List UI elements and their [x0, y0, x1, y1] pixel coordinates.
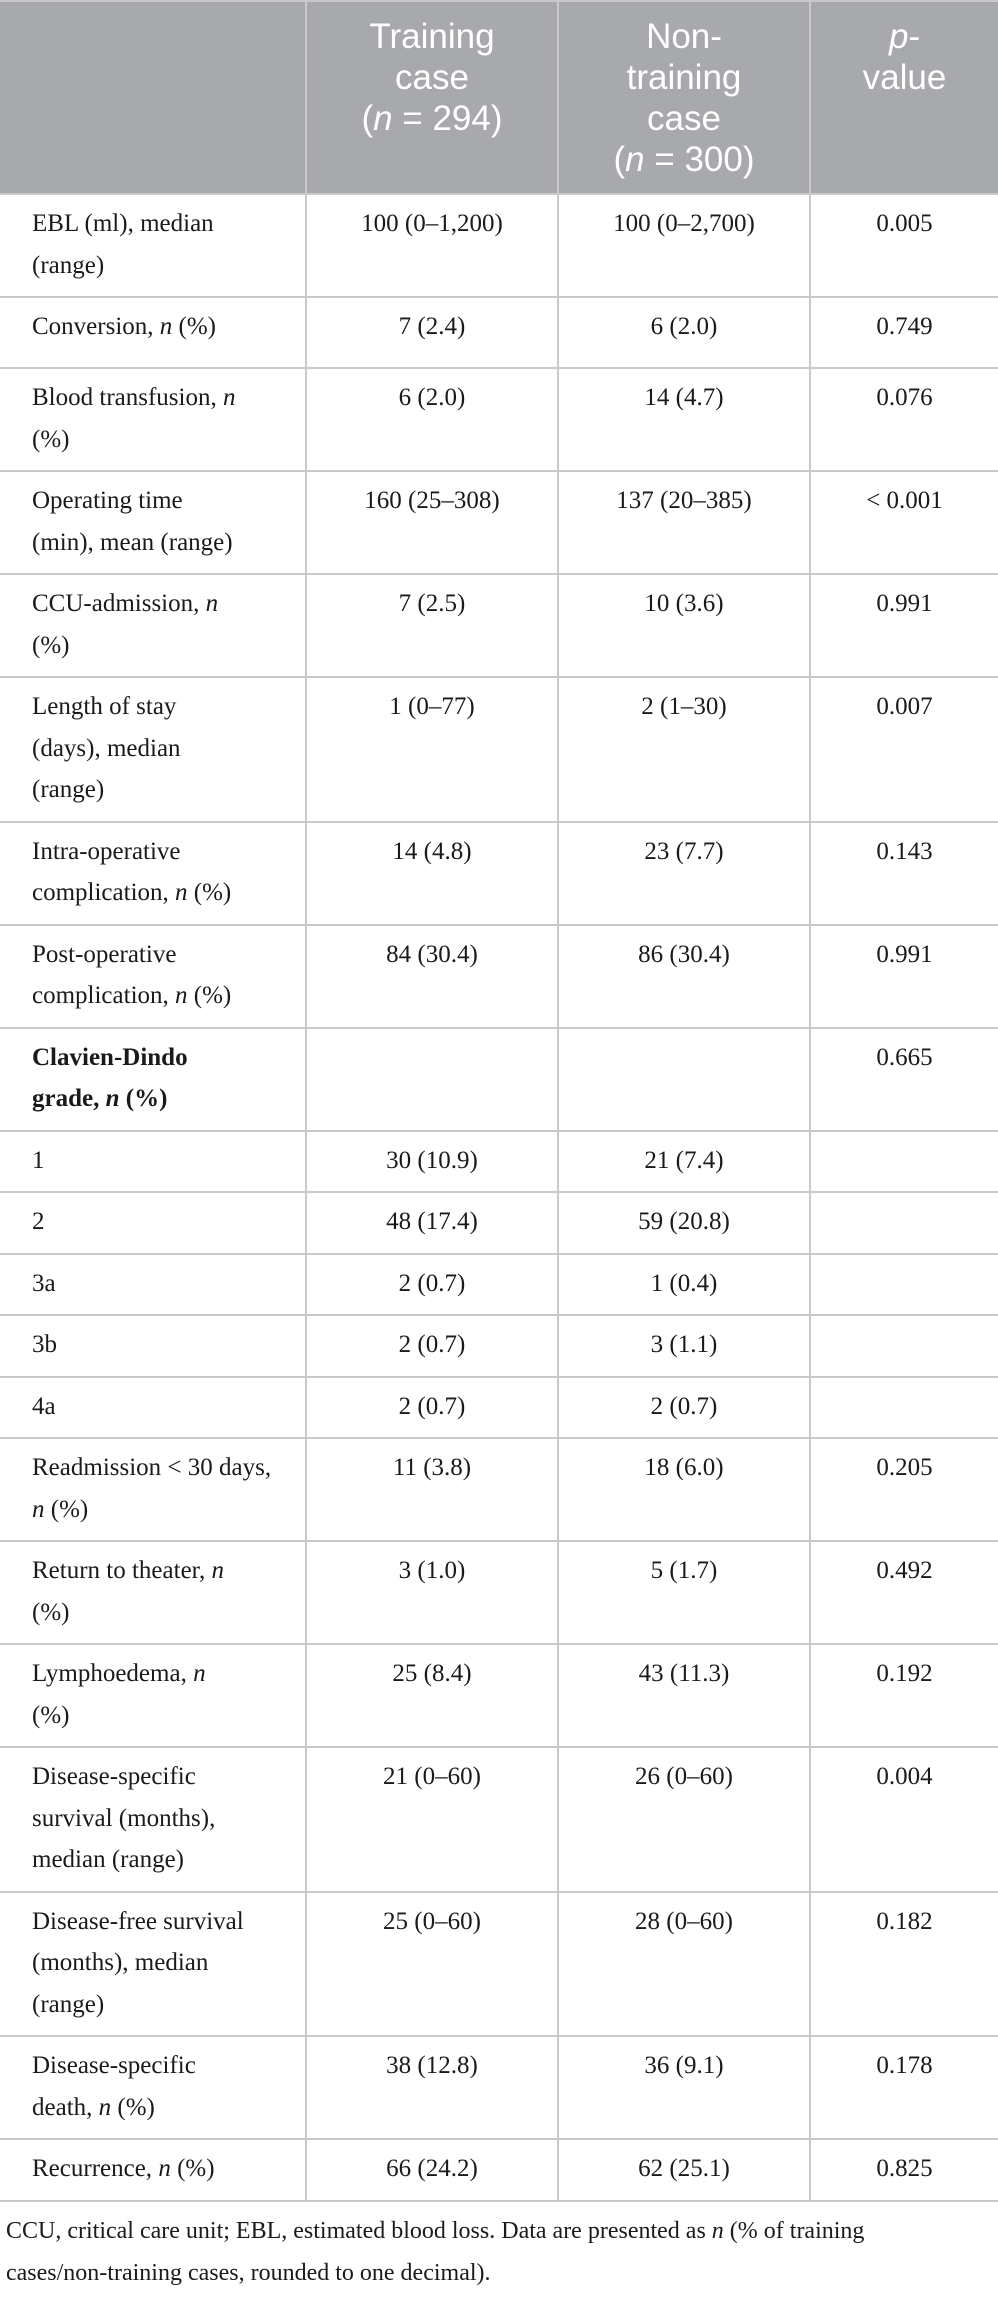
training-value-cell: 84 (30.4) [306, 925, 558, 1028]
row-label-line2: (%) [32, 631, 70, 659]
table-row [0, 1644, 998, 1747]
row-label-cell [0, 1315, 306, 1377]
table-row [0, 2139, 998, 2201]
table-row [0, 1747, 998, 1892]
row-label-post: (%) [170, 2155, 215, 2182]
non-training-value-cell: 43 (11.3) [558, 1644, 810, 1747]
row-label-cell [0, 1377, 306, 1439]
row-label-cell [0, 1254, 306, 1316]
footnote-line2: cases/non-training cases, rounded to one decimal). [6, 2260, 491, 2286]
table-row [0, 822, 998, 925]
training-value-cell: 66 (24.2) [306, 2139, 558, 2201]
non-training-value-cell: 86 (30.4) [558, 925, 810, 1028]
table-row [0, 1377, 998, 1439]
row-label-line1: 2 [32, 1208, 45, 1235]
row-label-line1: Readmission < 30 days, [32, 1454, 272, 1481]
row-label-cell [0, 2036, 306, 2139]
header-training-n-open: ( [361, 99, 374, 138]
table-row [0, 1541, 998, 1644]
row-label-cell [0, 677, 306, 822]
row-label-cell [0, 1747, 306, 1892]
header-training-n-rest: = 294) [392, 99, 503, 138]
row-label-cell [0, 368, 306, 471]
training-value-cell: 2 (0.7) [306, 1254, 558, 1316]
footnote-line1-a: CCU, critical care unit; EBL, estimated blood loss. Data are presented as [6, 2218, 712, 2244]
table-row [0, 1028, 998, 1131]
row-label-cell [0, 1131, 306, 1193]
training-value-cell: 7 (2.5) [306, 574, 558, 677]
non-training-value-cell: 100 (0–2,700) [558, 194, 810, 297]
table-row [0, 925, 998, 1028]
non-training-value-cell: 10 (3.6) [558, 574, 810, 677]
training-value-cell: 7 (2.4) [306, 297, 558, 368]
non-training-value-cell: 3 (1.1) [558, 1315, 810, 1377]
header-p-var: p [888, 17, 909, 56]
non-training-value-cell: 2 (0.7) [558, 1377, 810, 1439]
p-value-cell: 0.007 [810, 677, 998, 822]
header-non-training-line3: case [647, 99, 721, 138]
non-training-value-cell: 18 (6.0) [558, 1438, 810, 1541]
row-label-post2: (%) [187, 879, 232, 906]
header-non-training-line2: training [626, 58, 742, 97]
p-value-cell: 0.991 [810, 925, 998, 1028]
row-label-pre: Conversion, [32, 313, 160, 340]
p-value-cell: 0.005 [810, 194, 998, 297]
table-row [0, 2036, 998, 2139]
training-value-cell: 160 (25–308) [306, 471, 558, 574]
p-value-cell: 0.991 [810, 574, 998, 677]
non-training-value-cell: 14 (4.7) [558, 368, 810, 471]
row-label-pre2: complication, [32, 982, 176, 1009]
row-label-pre2: complication, [32, 879, 176, 906]
row-label-line2: (min), mean (range) [32, 528, 233, 556]
row-label-line1: Disease-free survival [32, 1907, 244, 1935]
row-label-line1: Length of stay [32, 693, 177, 720]
row-label-var: n [158, 2155, 171, 2182]
p-value-cell [810, 1192, 998, 1254]
training-value-cell: 6 (2.0) [306, 368, 558, 471]
row-label-line1: Post-operative [32, 940, 177, 968]
table-footnote [0, 2210, 998, 2294]
non-training-value-cell [558, 1028, 810, 1131]
training-value-cell: 21 (0–60) [306, 1747, 558, 1892]
header-p-line2: value [862, 58, 947, 97]
table-row [0, 1192, 998, 1254]
row-label-post: (%) [172, 313, 217, 340]
non-training-value-cell: 28 (0–60) [558, 1892, 810, 2037]
row-label-var: n [193, 1660, 206, 1687]
training-value-cell: 25 (0–60) [306, 1892, 558, 2037]
row-label-cell [0, 1644, 306, 1747]
row-label-line1: Operating time [32, 487, 183, 514]
non-training-value-cell: 62 (25.1) [558, 2139, 810, 2201]
header-training-line2: case [395, 58, 469, 97]
row-label-pre: Lymphoedema, [32, 1660, 194, 1687]
row-label-line3: median (range) [32, 1846, 185, 1873]
row-label-line1: 3b [32, 1331, 57, 1358]
row-label-line3: (range) [32, 776, 105, 803]
footnote-line1-b: (% of training [723, 2218, 865, 2244]
training-value-cell: 3 (1.0) [306, 1541, 558, 1644]
row-label-line2: (days), median [32, 734, 181, 762]
row-label-cell [0, 574, 306, 677]
row-label-line2: (%) [32, 1701, 70, 1729]
row-label-line2: (months), median [32, 1949, 209, 1976]
p-value-cell: 0.825 [810, 2139, 998, 2201]
table-row [0, 471, 998, 574]
training-value-cell: 14 (4.8) [306, 822, 558, 925]
row-label-pre: Blood transfusion, [32, 384, 223, 411]
row-label-line2: (%) [32, 425, 70, 453]
table-row [0, 297, 998, 368]
p-value-cell: 0.182 [810, 1892, 998, 2037]
non-training-value-cell: 1 (0.4) [558, 1254, 810, 1316]
table-row [0, 677, 998, 822]
table-row [0, 1131, 998, 1193]
row-label-var2: n [105, 1085, 120, 1112]
training-value-cell: 100 (0–1,200) [306, 194, 558, 297]
table-row [0, 368, 998, 471]
p-value-cell [810, 1254, 998, 1316]
row-label-post2: (%) [187, 982, 232, 1009]
row-label-var: n [159, 313, 173, 340]
row-label-cell [0, 471, 306, 574]
p-value-cell: 0.665 [810, 1028, 998, 1131]
p-value-cell: < 0.001 [810, 471, 998, 574]
table-row [0, 1315, 998, 1377]
row-label-line1: 3a [32, 1269, 56, 1297]
p-value-cell: 0.178 [810, 2036, 998, 2139]
row-label-cell [0, 1438, 306, 1541]
row-label-pre: CCU-admission, [32, 590, 206, 617]
row-label-cell [0, 1892, 306, 2037]
row-label-pre2: death, [32, 2093, 99, 2121]
row-label-pre: Recurrence, [32, 2155, 159, 2182]
footnote-line1-var: n [711, 2218, 724, 2244]
p-value-cell: 0.205 [810, 1438, 998, 1541]
training-value-cell [306, 1028, 558, 1131]
p-value-cell: 0.143 [810, 822, 998, 925]
header-p-dash: - [908, 17, 921, 56]
row-label-post2: (%) [119, 1085, 168, 1112]
row-label-cell [0, 297, 306, 368]
p-value-cell: 0.076 [810, 368, 998, 471]
non-training-value-cell: 21 (7.4) [558, 1131, 810, 1193]
training-value-cell: 1 (0–77) [306, 677, 558, 822]
header-non-training-case [558, 1, 810, 194]
row-label-cell [0, 2139, 306, 2201]
p-value-cell [810, 1377, 998, 1439]
row-label-cell [0, 1192, 306, 1254]
row-label-post2: (%) [44, 1495, 89, 1523]
row-label-line1: 1 [32, 1146, 45, 1174]
training-value-cell: 2 (0.7) [306, 1377, 558, 1439]
row-label-cell [0, 1028, 306, 1131]
header-training-case [306, 1, 558, 194]
row-label-line1: Clavien-Dindo [32, 1043, 188, 1071]
non-training-value-cell: 6 (2.0) [558, 297, 810, 368]
non-training-value-cell: 23 (7.7) [558, 822, 810, 925]
table-row [0, 1892, 998, 2037]
training-value-cell: 38 (12.8) [306, 2036, 558, 2139]
header-p-value [810, 1, 998, 194]
row-label-line1: Disease-specific [32, 2052, 196, 2079]
row-label-line1: Disease-specific [32, 1763, 196, 1790]
non-training-value-cell: 2 (1–30) [558, 677, 810, 822]
table-row [0, 1438, 998, 1541]
row-label-var2: n [98, 2093, 112, 2121]
row-label-cell [0, 194, 306, 297]
row-label-pre: Return to theater, [32, 1557, 212, 1584]
header-non-training-line1: Non- [646, 17, 722, 56]
p-value-cell: 0.492 [810, 1541, 998, 1644]
table-row [0, 574, 998, 677]
row-label-var: n [222, 384, 236, 411]
training-value-cell: 48 (17.4) [306, 1192, 558, 1254]
row-label-line1: EBL (ml), median [32, 210, 214, 237]
p-value-cell: 0.004 [810, 1747, 998, 1892]
row-label-line2: (range) [32, 251, 105, 279]
training-value-cell: 25 (8.4) [306, 1644, 558, 1747]
row-label-var2: n [32, 1495, 45, 1523]
table-body [0, 194, 998, 2201]
training-value-cell: 11 (3.8) [306, 1438, 558, 1541]
table-header [0, 1, 998, 194]
row-label-var2: n [175, 982, 188, 1009]
header-non-training-n-var: n [625, 140, 645, 179]
table-row [0, 194, 998, 297]
non-training-value-cell: 36 (9.1) [558, 2036, 810, 2139]
header-training-line1: Training [369, 17, 495, 56]
row-label-line1: Intra-operative [32, 837, 181, 865]
header-blank [0, 1, 306, 194]
non-training-value-cell: 59 (20.8) [558, 1192, 810, 1254]
row-label-line3: (range) [32, 1990, 105, 2018]
row-label-line2: (%) [32, 1598, 70, 1626]
header-non-training-n-rest: = 300) [644, 140, 755, 179]
p-value-cell [810, 1315, 998, 1377]
p-value-cell [810, 1131, 998, 1193]
table-row [0, 1254, 998, 1316]
row-label-var2: n [175, 879, 188, 906]
row-label-cell [0, 925, 306, 1028]
row-label-post2: (%) [111, 2093, 155, 2121]
row-label-pre2: grade, [32, 1085, 106, 1112]
header-row [0, 1, 998, 194]
row-label-cell [0, 822, 306, 925]
p-value-cell: 0.749 [810, 297, 998, 368]
p-value-cell: 0.192 [810, 1644, 998, 1747]
header-non-training-n-open: ( [613, 140, 626, 179]
row-label-var: n [205, 590, 219, 617]
row-label-line2: survival (months), [32, 1804, 216, 1832]
non-training-value-cell: 5 (1.7) [558, 1541, 810, 1644]
training-value-cell: 2 (0.7) [306, 1315, 558, 1377]
row-label-line1: 4a [32, 1392, 56, 1420]
non-training-value-cell: 137 (20–385) [558, 471, 810, 574]
header-training-n-var: n [373, 99, 393, 138]
row-label-var: n [211, 1557, 224, 1584]
training-value-cell: 30 (10.9) [306, 1131, 558, 1193]
non-training-value-cell: 26 (0–60) [558, 1747, 810, 1892]
row-label-cell [0, 1541, 306, 1644]
